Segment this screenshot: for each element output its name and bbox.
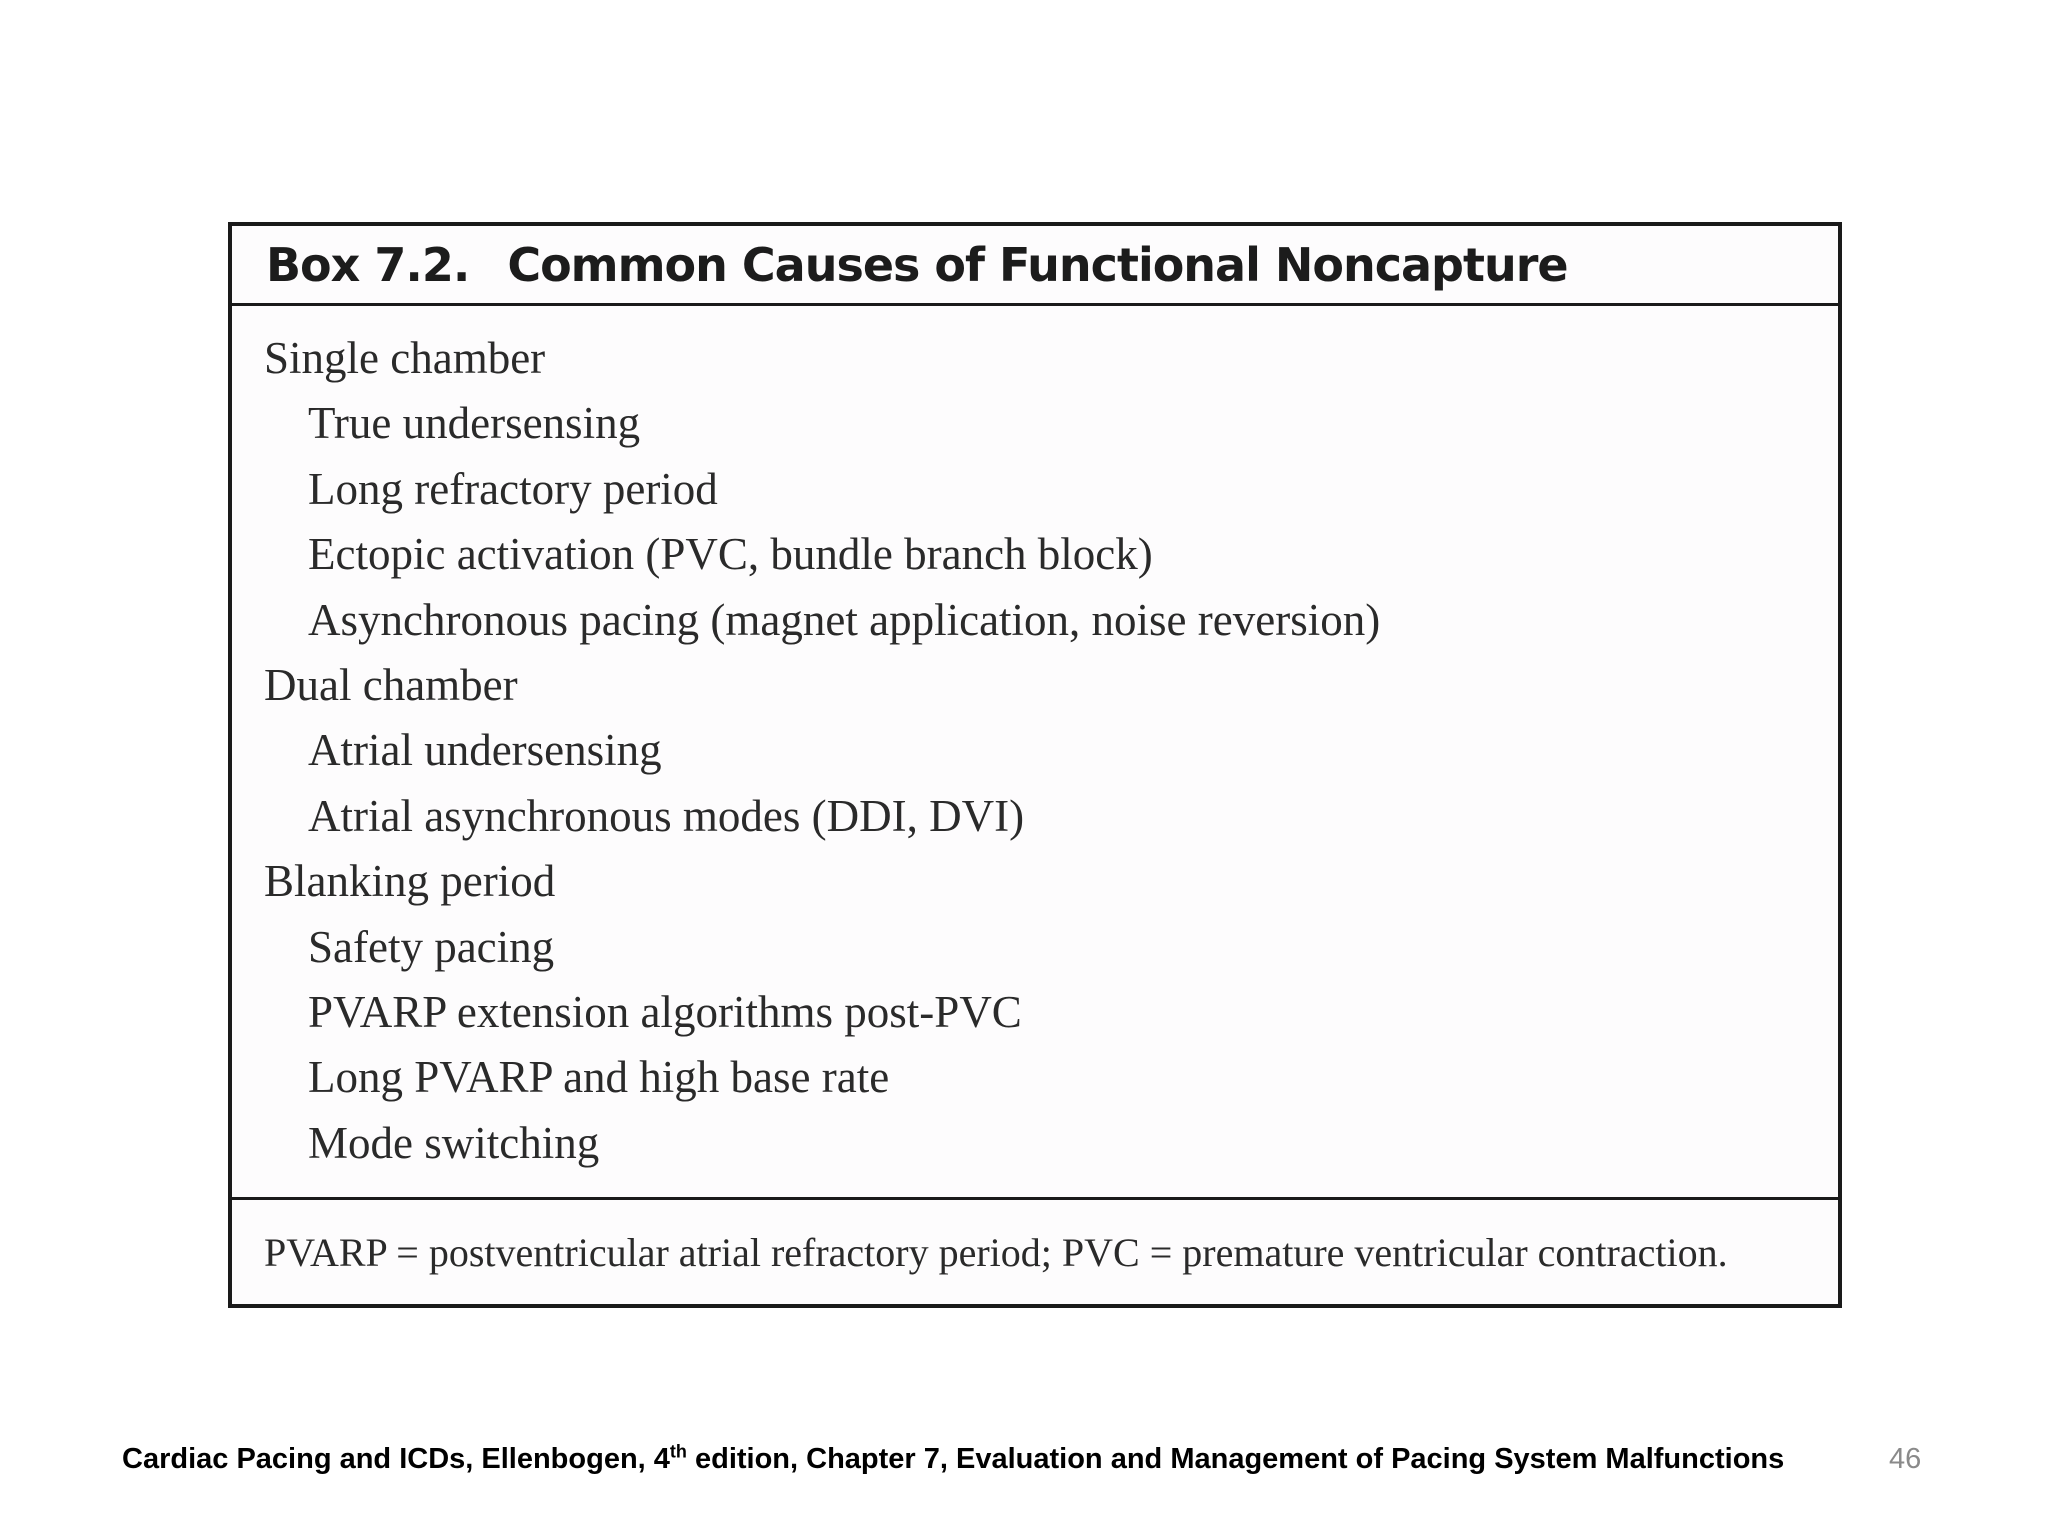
section-heading-single-chamber: Single chamber: [264, 333, 546, 383]
list-item: Long refractory period: [308, 463, 718, 514]
list-item: Safety pacing: [308, 921, 555, 972]
list-item: Asynchronous pacing (magnet application, noise reversion): [308, 594, 1381, 645]
box-header: [232, 226, 1838, 306]
list-item: True undersensing: [308, 398, 641, 449]
citation-superscript: th: [669, 1441, 687, 1462]
citation-text-end: edition, Chapter 7, Evaluation and Management of Pacing System Malfunctions: [686, 1443, 1785, 1475]
list-item: PVARP extension algorithms post-PVC: [308, 986, 1022, 1037]
list-item: Atrial asynchronous modes (DDI, DVI): [308, 790, 1025, 841]
box-footnote: PVARP = postventricular atrial refractory period; PVC = premature ventricular contraction.: [264, 1229, 1728, 1275]
box-number: Box 7.2.: [266, 237, 470, 292]
citation-text-start: Cardiac Pacing and ICDs, Ellenbogen, 4: [122, 1443, 670, 1475]
list-item: Atrial undersensing: [308, 725, 662, 776]
box-body: [232, 306, 1838, 1200]
list-item: Ectopic activation (PVC, bundle branch block): [308, 529, 1153, 580]
content-box: [228, 222, 1842, 1308]
citation: [122, 1443, 1784, 1476]
page-number: 46: [1889, 1443, 1922, 1475]
list-item: Mode switching: [308, 1117, 600, 1168]
section-heading-blanking-period: Blanking period: [264, 856, 556, 907]
list-item: Long PVARP and high base rate: [308, 1052, 890, 1103]
box-title: Common Causes of Functional Noncapture: [507, 237, 1568, 292]
section-heading-dual-chamber: Dual chamber: [264, 659, 518, 710]
